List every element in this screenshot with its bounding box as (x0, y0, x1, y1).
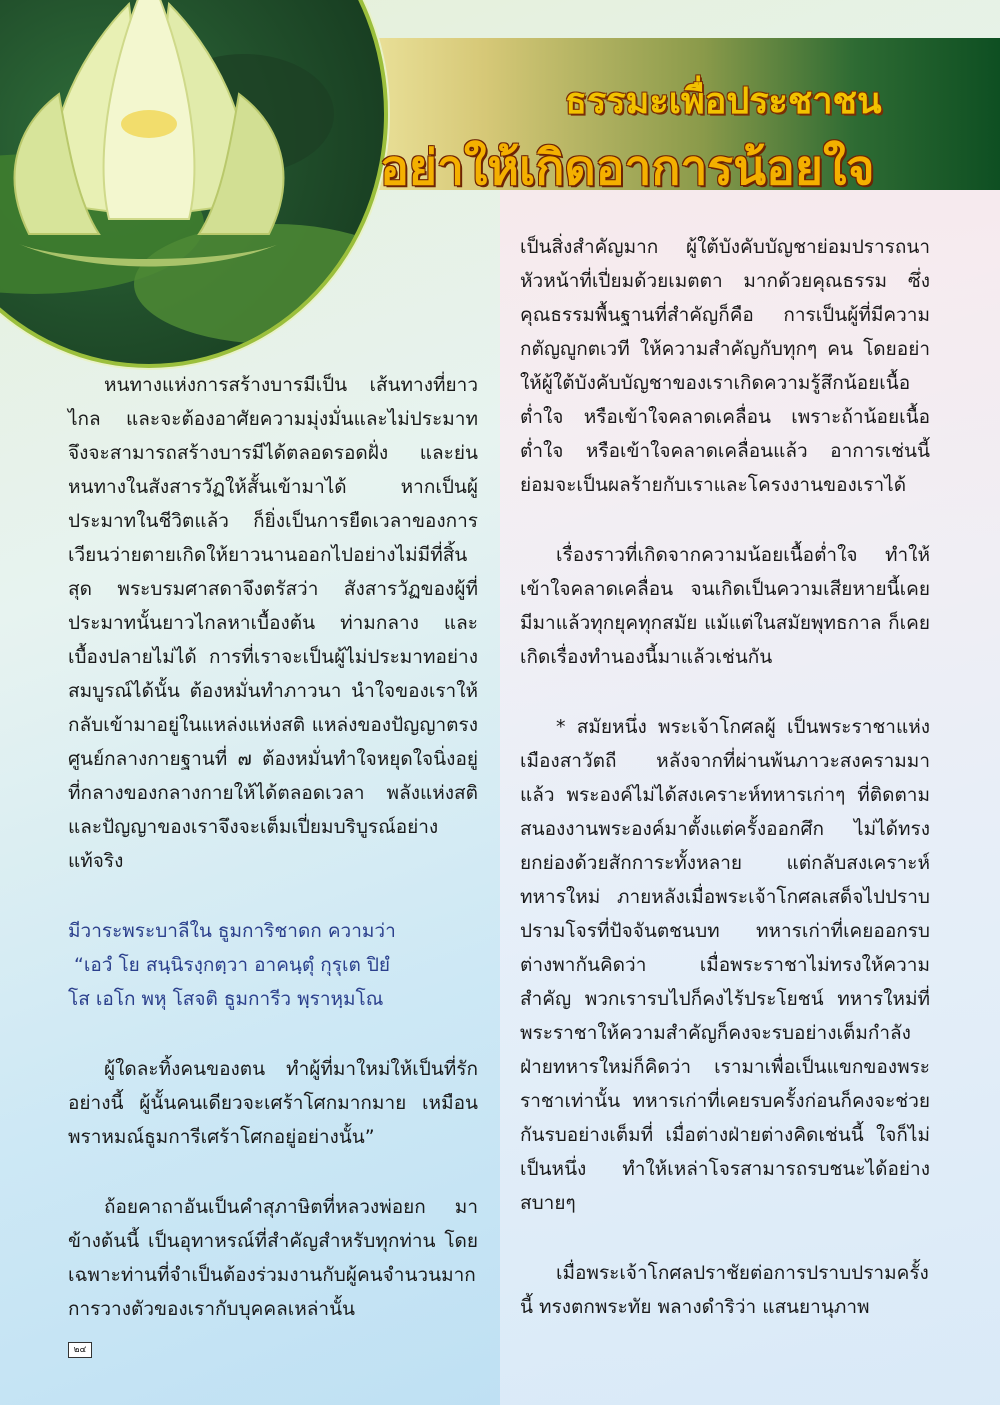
right-column (520, 230, 930, 1360)
paragraph: หนทางแห่งการสร้างบารมีเป็น เส้นทางที่ยาวไกล และจะต้องอาศัยความมุ่งมั่นและไม่ประมาท จึงจะสามารถสร้างบารมีได้ตลอดรอดฝั่ง และย่นหนทางในสังสารวัฏให้สั้นเข้ามาได้ หากเป็นผู้ประมาทในชีวิตแล้ว ก็ยิ่งเป็นการยืดเวลาของการเวียนว่ายตายเกิดให้ยาวนานออกไปอย่างไม่มีที่สิ้นสุด พระบรมศาสดาจึงตรัสว่า สังสารวัฏของผู้ที่ประมาทนั้นยาวไกลหาเบื้องต้น ท่ามกลาง และเบื้องปลายไม่ได้ การที่เราจะเป็นผู้ไม่ประมาทอย่างสมบูรณ์ได้นั้น ต้องหมั่นทำภาวนา นำใจของเราให้กลับเข้ามาอยู่ในแหล่งแห่งสติ แหล่งของปัญญาตรง ศูนย์กลางกายฐานที่ ๗ ต้องหมั่นทำใจหยุดใจนิ่งอยู่ที่กลางของกลางกายให้ได้ตลอดเวลา พลังแห่งสติและปัญญาของเราจึงจะเต็มเปี่ยมบริบูรณ์อย่างแท้จริง (68, 374, 478, 872)
quote-intro: มีวาระพระบาลีใน ธูมการิชาดก ความว่า (68, 920, 396, 942)
lotus-flower-image (0, 0, 388, 368)
paragraph: ถ้อยคาถาอันเป็นคำสุภาษิตที่หลวงพ่อยก มาข้างต้นนี้ เป็นอุทาหรณ์ที่สำคัญสำหรับทุกท่าน โดยเฉพาะท่านที่จำเป็นต้องร่วมงานกับผู้คนจำนวนมาก การวางตัวของเรากับบุคคลเหล่านั้น (68, 1196, 478, 1320)
paragraph: ผู้ใดละทิ้งคนของตน ทำผู้ที่มาใหม่ให้เป็นที่รักอย่างนี้ ผู้นั้นคนเดียวจะเศร้าโศกมากมาย เหมือน พราหมณ์ธูมการีเศร้าโศกอยู่อย่างนั้น” (68, 1058, 478, 1148)
article-title: อย่าให้เกิดอาการน้อยใจ (380, 140, 875, 196)
quote-block (68, 914, 478, 1016)
paragraph: เป็นสิ่งสำคัญมาก ผู้ใต้บังคับบัญชาย่อมปรารถนาหัวหน้าที่เปี่ยมด้วยเมตตา มากด้วยคุณธรรม ซึ่งคุณธรรมพื้นฐานที่สำคัญก็คือ การเป็นผู้ที่มีความกตัญญูกตเวที ให้ความสำคัญกับทุกๆ คน โดยอย่าให้ผู้ใต้บังคับบัญชาของเราเกิดความรู้สึกน้อยเนื้อต่ำใจ หรือเข้าใจคลาดเคลื่อน เพราะถ้าน้อยเนื้อต่ำใจ หรือเข้าใจคลาดเคลื่อนแล้ว อาการเช่นนี้ย่อมจะเป็นผลร้ายกับเราและโครงงานของเราได้ (520, 236, 930, 496)
water-lily-photo (0, 0, 384, 364)
paragraph: เรื่องราวที่เกิดจากความน้อยเนื้อต่ำใจ ทำให้เข้าใจคลาดเคลื่อน จนเกิดเป็นความเสียหายนี้เคยมีมาแล้วทุกยุคทุกสมัย แม้แต่ในสมัยพุทธกาล ก็เคยเกิดเรื่องทำนองนี้มาแล้วเช่นกัน (520, 544, 930, 668)
quote-verse-line: “เอวํ โย สนฺนิรงฺกตฺวา อาคนฺตุํ กุรุเต ปิยํ (74, 954, 391, 976)
page-number: ๒๔ (68, 1342, 92, 1358)
left-column (68, 368, 478, 1362)
paragraph: * สมัยหนึ่ง พระเจ้าโกศลผู้ เป็นพระราชาแห่งเมืองสาวัตถี หลังจากที่ผ่านพ้นภาวะสงครามมาแล้ว พระองค์ไม่ได้สงเคราะห์ทหารเก่าๆ ที่ติดตามสนองงานพระองค์มาตั้งแต่ครั้งออกศึก ไม่ได้ทรงยกย่องด้วยสักการะทั้งหลาย แต่กลับสงเคราะห์ทหารใหม่ ภายหลังเมื่อพระเจ้าโกศลเสด็จไปปราบปรามโจรที่ปัจจันตชนบท ทหารเก่าที่เคยออกรบต่างพากันคิดว่า เมื่อพระราชาไม่ทรงให้ความสำคัญ พวกเรารบไปก็คงไร้ประโยชน์ ทหารใหม่ที่พระราชาให้ความสำคัญก็คงจะรบอย่างเต็มกำลัง ฝ่ายทหารใหม่ก็คิดว่า เรามาเพื่อเป็นแขกของพระราชาเท่านั้น ทหารเก่าที่เคยรบครั้งก่อนก็คงจะช่วยกันรบอย่างเต็มที่ เมื่อต่างฝ่ายต่างคิดเช่นนี้ ใจก็ไม่เป็นหนึ่ง ทำให้เหล่าโจรสามารถรบชนะได้อย่างสบายๆ (520, 716, 930, 1214)
paragraph: เมื่อพระเจ้าโกศลปราชัยต่อการปราบปรามครั้งนี้ ทรงตกพระทัย พลางดำริว่า แสนยานุภาพ (520, 1262, 929, 1318)
section-title: ธรรมะเพื่อประชาชน (565, 81, 882, 122)
quote-verse-line: โส เอโก พหุ โสจติ ธูมการีว พฺราหฺมโณ (68, 988, 384, 1010)
